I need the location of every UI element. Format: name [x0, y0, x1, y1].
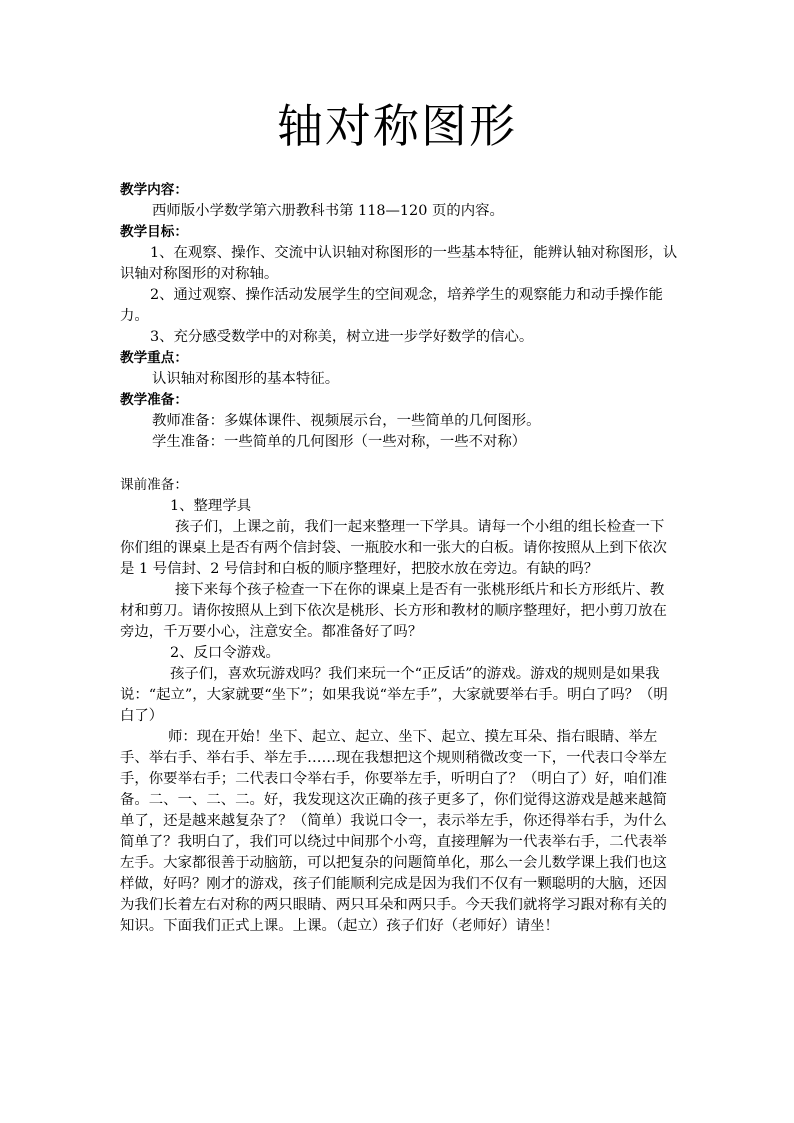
- document-body: [120, 180, 678, 937]
- step-2-title: 2、反口令游戏。: [170, 645, 280, 661]
- goal-item-3: 3、充分感受数学中的对称美，树立进一步学好数学的信心。: [150, 329, 534, 345]
- step-1-title: 1、整理学具: [170, 498, 252, 514]
- paragraph-4: 师：现在开始！坐下、起立、起立、坐下、起立、摸左耳朵、指右眼睛、举左手、举右手、举右手、举左手……现在我想把这个规则稍微改变一下，一代表口令举左手，你要举右手；二代表口令举右手，你要举左手，听明白了？（明白了）好，咱们准备。二、一、二、二。好，我发现这次正确的孩子更多了，你们觉得这游戏是越来越简单了，还是越来越复杂了？（简单）我说口令一，表示举左手，你还得举右手，为什么简单了？我明白了，我们可以绕过中间那个小弯，直接理解为一代表举右手，二代表举左手。大家都很善于动脑筋，可以把复杂的问题简单化，那么一会儿数学课上我们也这样做，好吗？刚才的游戏，孩子们能顺利完成是因为我们不仅有一颗聪明的大脑，还因为我们长着左右对称的两只眼睛、两只耳朵和两只手。今天我们就将学习跟对称有关的知识。下面我们正式上课。上课。（起立）孩子们好（老师好）请坐！: [120, 729, 667, 934]
- student-preparation: 学生准备：一些简单的几何图形（一些对称，一些不对称）: [152, 434, 527, 450]
- preclass-heading: 课前准备：: [120, 477, 188, 493]
- paragraph-2: 接下来每个孩子检查一下在你的课桌上是否有一张桃形纸片和长方形纸片、教材和剪刀。请你按照从上到下依次是桃形、长方形和教材的顺序整理好，把小剪刀放在旁边，千万要小心，注意安全。都准备好了吗？: [120, 582, 667, 640]
- content-text: 西师版小学数学第六册教科书第 118—120 页的内容。: [152, 203, 504, 219]
- goals-heading: 教学目标：: [120, 224, 188, 240]
- key-points-heading: 教学重点：: [120, 350, 188, 366]
- teacher-preparation: 教师准备：多媒体课件、视频展示台，一些简单的几何图形。: [152, 413, 541, 429]
- section-spacer: [120, 453, 678, 475]
- content-heading: 教学内容：: [120, 182, 188, 198]
- paragraph-1: 孩子们，上课之前，我们一起来整理一下学具。请每一个小组的组长检查一下你们组的课桌上是否有两个信封袋、一瓶胶水和一张大的白板。请你按照从上到下依次是 1 号信封、2 号信封和白板的顺序整理好，把胶水放在旁边。有缺的吗？: [120, 519, 667, 577]
- document-title: 轴对称图形: [277, 99, 517, 153]
- goal-item-2: 2、通过观察、操作活动发展学生的空间观念，培养学生的观察能力和动手操作能力。: [120, 287, 663, 324]
- key-points-text: 认识轴对称图形的基本特征。: [152, 371, 340, 387]
- paragraph-3: 孩子们，喜欢玩游戏吗？我们来玩一个“正反话”的游戏。游戏的规则是如果我说：“起立”，大家就要“坐下”；如果我说“举左手”，大家就要举右手。明白了吗？（明白了）: [120, 666, 668, 724]
- preparation-heading: 教学准备：: [120, 392, 188, 408]
- goal-item-1: 1、在观察、操作、交流中认识轴对称图形的一些基本特征，能辨认轴对称图形，认识轴对称图形的对称轴。: [120, 245, 678, 282]
